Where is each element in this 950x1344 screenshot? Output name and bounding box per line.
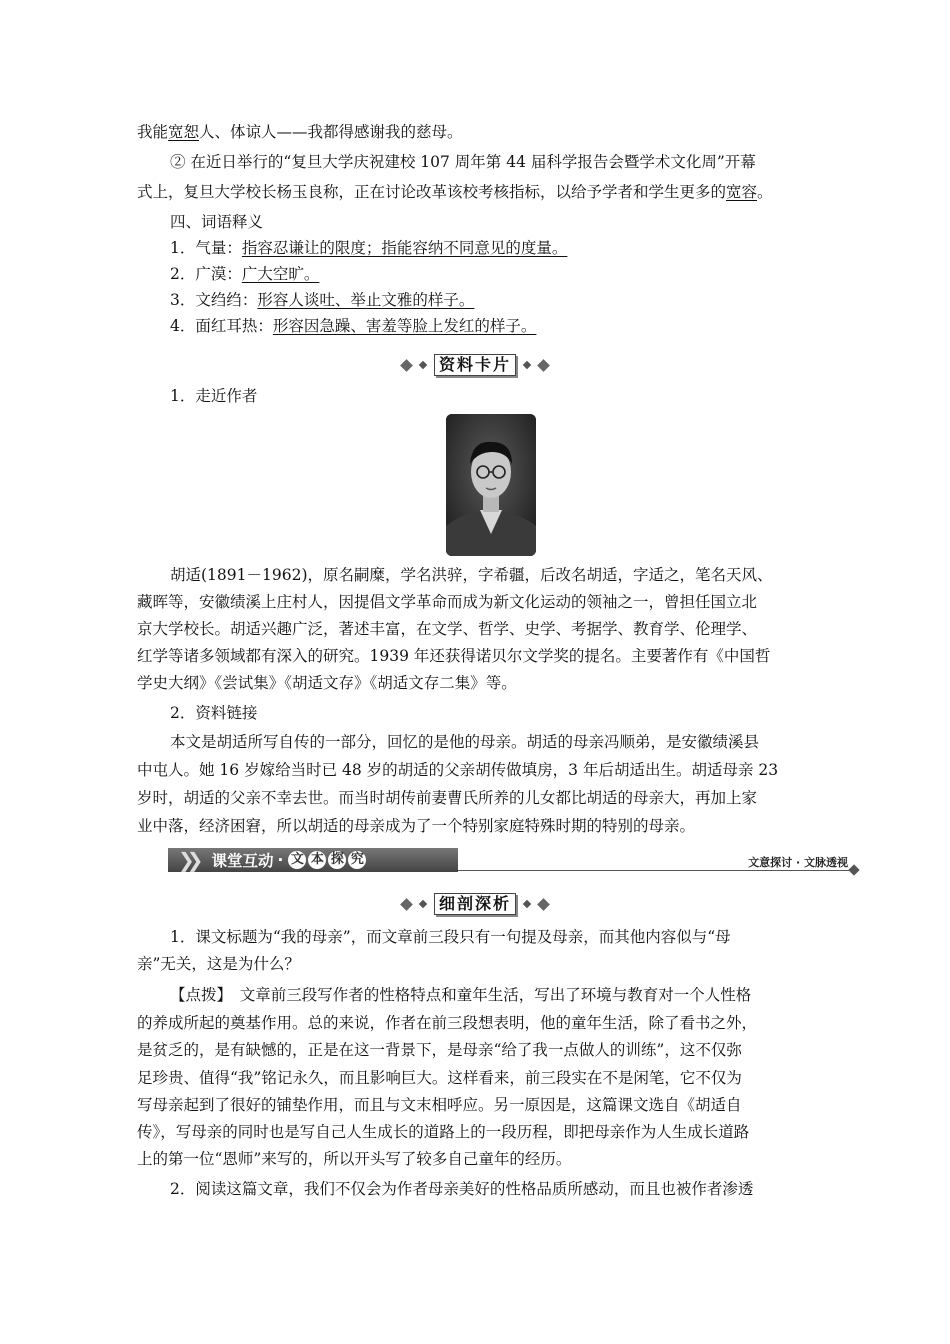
analysis-title: 细剖深析 bbox=[434, 893, 516, 915]
card-title: 资料卡片 bbox=[434, 354, 516, 376]
text-fragment: 式上，复旦大学校长杨玉良称，正在讨论改革该校考核指标，以给予学者和学生更多的 bbox=[137, 183, 727, 201]
answer-line: 足珍贵、值得“我”铭记永久，而且影响巨大。这样看来，前三段实在不是闲笔，它不仅为 bbox=[137, 1069, 742, 1087]
diamond-icon bbox=[537, 359, 550, 372]
section-banner-left bbox=[168, 848, 458, 872]
hint-tag: 【点拨】 bbox=[170, 986, 225, 1004]
diamond-icon bbox=[419, 900, 427, 908]
bio-line: 学史大纲》《尝试集》《胡适文存》《胡适文存二集》等。 bbox=[137, 674, 517, 692]
bio-line: 红学等诸多领域都有深入的研究。1939 年还获得诺贝尔文学奖的提名。主要著作有《中国哲 bbox=[137, 647, 771, 665]
vocab-item bbox=[170, 262, 850, 286]
diamond-icon bbox=[419, 361, 427, 369]
question-line: 1．课文标题为“我的母亲”，而文章前三段只有一句提及母亲，而其他内容似与“母 bbox=[170, 928, 731, 946]
section-pill: 究 bbox=[348, 851, 366, 869]
answer-line: 上的第一位“恩师”来写的，所以开头写了较多自己童年的经历。 bbox=[137, 1150, 572, 1168]
diamond-icon bbox=[400, 359, 413, 372]
section-pill: 探 bbox=[328, 851, 346, 869]
section-banner bbox=[168, 848, 858, 874]
vocab-item bbox=[170, 236, 850, 260]
author-portrait bbox=[446, 414, 536, 556]
question-line: 亲”无关，这是为什么？ bbox=[137, 955, 300, 973]
text-fragment: 我能 bbox=[137, 123, 169, 141]
author-heading: 1．走近作者 bbox=[170, 387, 258, 405]
chevron-right-icon: ❯❯ bbox=[178, 848, 196, 872]
vocab-term: 2．广漠： bbox=[170, 265, 242, 283]
vocab-item bbox=[170, 288, 850, 312]
divider bbox=[458, 870, 853, 871]
section-pill: 文 bbox=[288, 851, 306, 869]
text-fragment: 人、体谅人——我都得感谢我的慈母。 bbox=[199, 123, 463, 141]
answer-text: 文章前三段写作者的性格特点和童年生活，写出了环境与教育对一个人性格 bbox=[224, 986, 752, 1004]
section-dot: · bbox=[277, 851, 284, 869]
vocab-definition: 形容人谈吐、举止文雅的样子。 bbox=[257, 291, 475, 309]
link-line: 本文是胡适所写自传的一部分，回忆的是他的母亲。胡适的母亲冯顺弟，是安徽绩溪县 bbox=[170, 733, 760, 751]
section-pill: 本 bbox=[308, 851, 326, 869]
diamond-icon bbox=[523, 361, 531, 369]
link-line: 业中落，经济困窘，所以胡适的母亲成为了一个特别家庭特殊时期的特别的母亲。 bbox=[137, 817, 696, 835]
vocab-heading: 四、词语释义 bbox=[170, 213, 264, 231]
vocab-term: 3．文绉绉： bbox=[170, 291, 258, 309]
diamond-icon bbox=[400, 898, 413, 911]
answer-line: 传》，写母亲的同时也是写自己人生成长的道路上的一段历程，即把母亲作为人生成长道路 bbox=[137, 1123, 750, 1141]
answer-line bbox=[170, 983, 850, 1007]
bio-line: 京大学校长。胡适兴趣广泛，著述丰富，在文学、哲学、史学、考据学、教育学、伦理学、 bbox=[137, 620, 758, 638]
answer-line: 写母亲起到了很好的铺垫作用，而且与文末相呼应。另一原因是，这篇课文选自《胡适自 bbox=[137, 1096, 742, 1114]
vocab-definition: 指容忍谦让的限度；指能容纳不同意见的度量。 bbox=[241, 239, 568, 257]
diamond-icon bbox=[848, 864, 859, 875]
vocab-definition: 形容因急躁、害羞等脸上发红的样子。 bbox=[272, 317, 537, 335]
vocab-definition: 广大空旷。 bbox=[241, 265, 320, 283]
underlined-word: 宽容 bbox=[726, 183, 758, 201]
link-heading: 2．资料链接 bbox=[170, 704, 258, 722]
text-line: ② 在近日举行的“复旦大学庆祝建校 107 周年第 44 届科学报告会暨学术文化周”开幕 bbox=[170, 153, 756, 171]
portrait-icon bbox=[446, 414, 536, 556]
card-title-banner bbox=[0, 352, 950, 378]
link-line: 中屯人。她 16 岁嫁给当时已 48 岁的胡适的父亲胡传做填房，3 年后胡适出生。胡适母亲 23 bbox=[137, 761, 779, 779]
text-fragment: 。 bbox=[757, 183, 773, 201]
underlined-word: 宽恕 bbox=[168, 123, 200, 141]
answer-line: 的养成所起的奠基作用。总的来说，作者在前三段想表明，他的童年生活，除了看书之外， bbox=[137, 1014, 758, 1032]
diamond-icon bbox=[537, 898, 550, 911]
vocab-term: 1．气量： bbox=[170, 239, 242, 257]
section-subtitle: 文意探讨 · 文脉透视 bbox=[748, 856, 848, 869]
vocab-term: 4．面红耳热： bbox=[170, 317, 273, 335]
vocab-item bbox=[170, 314, 850, 338]
link-line: 岁时，胡适的父亲不幸去世。而当时胡传前妻曹氏所养的儿女都比胡适的母亲大，再加上家 bbox=[137, 789, 758, 807]
analysis-title-banner bbox=[0, 891, 950, 917]
diamond-icon bbox=[523, 900, 531, 908]
bio-line: 胡适(1891－1962)，原名嗣糜，学名洪骍，字希疆，后改名胡适，字适之，笔名天风、 bbox=[170, 566, 773, 584]
section-label: 课堂互动 bbox=[211, 852, 274, 870]
text-line bbox=[137, 120, 817, 144]
bio-line: 藏晖等，安徽绩溪上庄村人，因提倡文学革命而成为新文化运动的领袖之一，曾担任国立北 bbox=[137, 593, 758, 611]
question-line: 2．阅读这篇文章，我们不仅会为作者母亲美好的性格品质所感动，而且也被作者渗透 bbox=[170, 1180, 754, 1198]
answer-line: 是贫乏的，是有缺憾的，正是在这一背景下，是母亲“给了我一点做人的训练”，这不仅弥 bbox=[137, 1041, 742, 1059]
text-line bbox=[137, 180, 817, 204]
